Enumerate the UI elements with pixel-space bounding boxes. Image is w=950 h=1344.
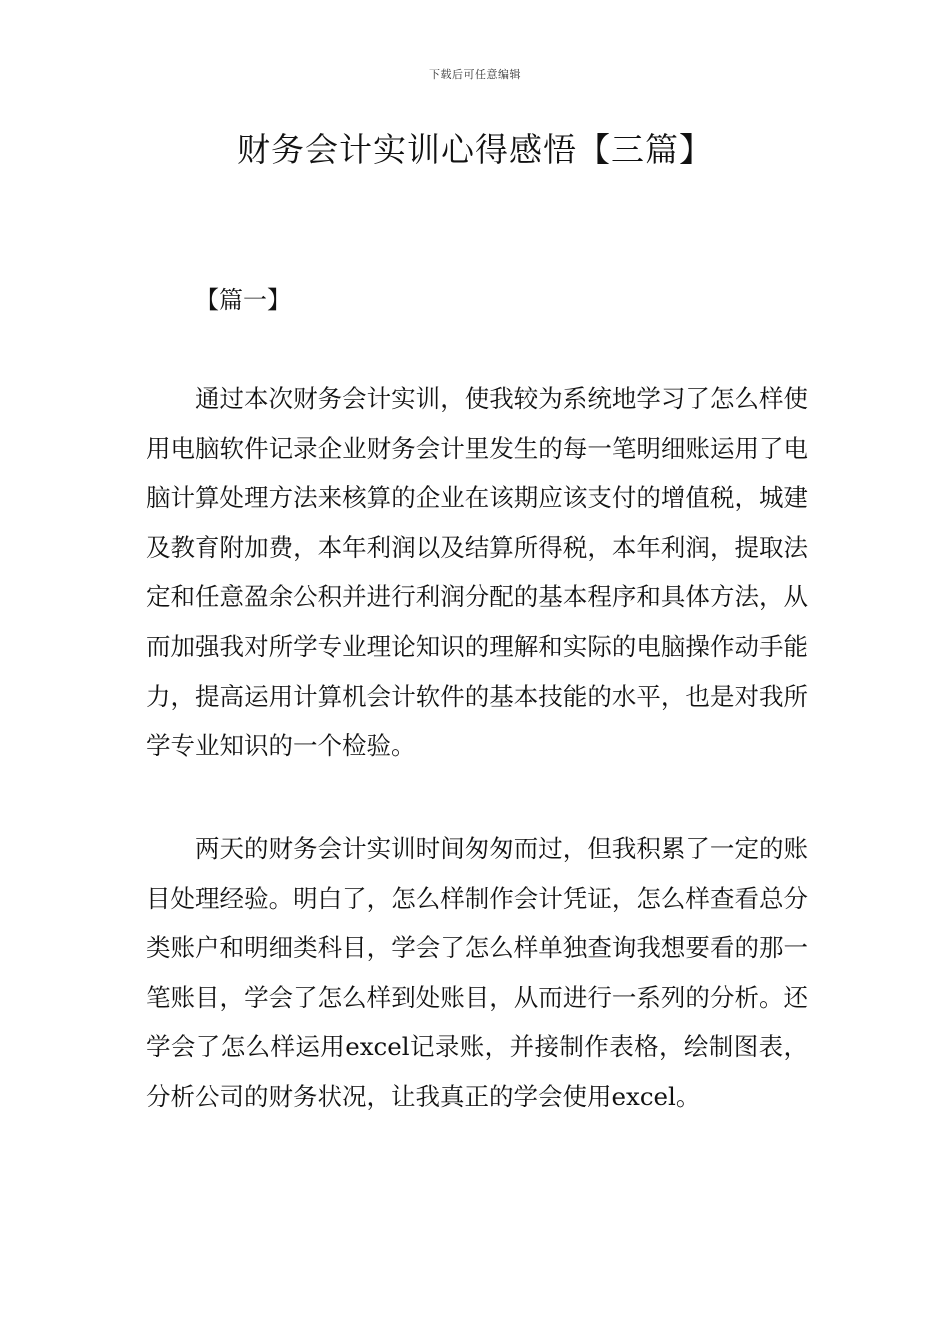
body-paragraph: 通过本次财务会计实训，使我较为系统地学习了怎么样使用电脑软件记录企业财务会计里发生的每一笔明细账运用了电脑计算处理方法来核算的企业在该期应该支付的增值税，城建及教育附加费，本年利润以及结算所得税，本年利润，提取法定和任意盈余公积并进行利润分配的基本程序和具体方法，从而加强我对所学专业理论知识的理解和实际的电脑操作动手能力，提高运用计算机会计软件的基本技能的水平，也是对我所学专业知识的一个检验。 [146, 384, 808, 761]
document-title: 财务会计实训心得感悟【三篇】 [237, 130, 713, 169]
section-heading: 【篇一】 [195, 286, 291, 314]
page-header-note: 下载后可任意编辑 [429, 68, 521, 81]
body-paragraph: 两天的财务会计实训时间匆匆而过，但我积累了一定的账目处理经验。明白了，怎么样制作会计凭证，怎么样查看总分类账户和明细类科目，学会了怎么样单独查询我想要看的那一笔账目，学会了怎么样到处账目，从而进行一系列的分析。还学会了怎么样运用excel记录账，并接制作表格，绘制图表，分析公司的财务状况，让我真正的学会使用excel。 [146, 834, 808, 1111]
